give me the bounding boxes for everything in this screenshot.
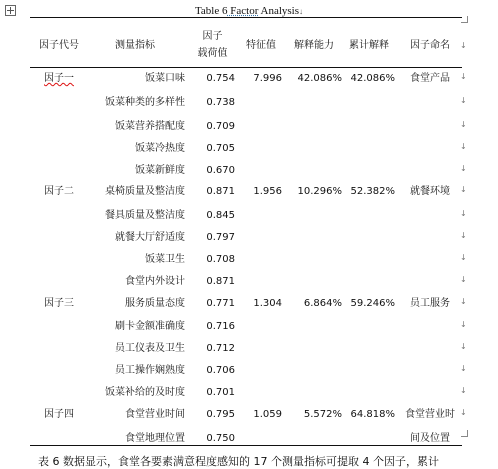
table-bottom-rule: [30, 445, 462, 446]
header-eigen: 特征值: [246, 40, 276, 51]
row-metric: 饭菜新鲜度: [135, 165, 185, 176]
row-loading: 0.871: [206, 186, 235, 197]
caption-underlined: Factor: [227, 5, 259, 17]
row-factor-name: 食堂产品: [410, 73, 450, 84]
header-metric: 测量指标: [115, 40, 155, 51]
row-eigen: 7.996: [253, 73, 282, 84]
table-caption: [0, 5, 498, 17]
row-loading: 0.706: [206, 365, 235, 376]
row-loading: 0.709: [206, 121, 235, 132]
row-factor-name: 员工服务: [410, 298, 450, 309]
row-loading: 0.871: [206, 276, 235, 287]
caption-rest: Analysis: [258, 5, 300, 17]
row-loading: 0.701: [206, 387, 235, 398]
row-metric: 饭菜卫生: [145, 254, 185, 265]
row-end-mark: ↓: [460, 275, 467, 284]
table-top-rule: [30, 17, 462, 18]
row-end-mark: ↓: [460, 120, 467, 129]
row-metric: 食堂营业时间: [125, 409, 185, 420]
body-paragraph[interactable]: 表 6 数据显示，食堂各要素满意程度感知的 17 个测量指标可提取 4 个因子，累计: [38, 455, 439, 468]
row-factor-id: 因子三: [44, 298, 74, 309]
row-metric: 饭菜种类的多样性: [105, 97, 185, 108]
header-loading-line2: 载荷值: [197, 48, 228, 59]
row-end-mark: ↓: [460, 96, 467, 105]
row-cumulative: 52.382%: [350, 186, 395, 197]
row-end-mark: ↓: [460, 342, 467, 351]
table-corner-mark: [461, 430, 468, 437]
row-end-mark: ↓: [460, 320, 467, 329]
row-loading: 0.738: [206, 97, 235, 108]
row-end-mark: ↓: [460, 253, 467, 262]
row-loading: 0.754: [206, 73, 235, 84]
row-loading: 0.750: [206, 433, 235, 444]
row-end-mark: ↓: [460, 209, 467, 218]
row-loading: 0.797: [206, 232, 235, 243]
row-factor-name: 就餐环境: [410, 186, 450, 197]
row-eigen: 1.956: [253, 186, 282, 197]
header-cumulative: 累计解释: [349, 40, 389, 51]
row-factor-id: [34, 73, 84, 85]
row-metric: 餐具质量及整洁度: [105, 210, 185, 221]
table-header-rule: [30, 67, 462, 68]
row-explain: 10.296%: [297, 186, 342, 197]
row-cumulative: 42.086%: [350, 73, 395, 84]
row-factor-name: 间及位置: [410, 433, 450, 444]
row-end-mark: ↓: [460, 231, 467, 240]
header-explain: 解释能力: [294, 40, 334, 51]
row-factor-name: 食堂营业时: [405, 409, 455, 420]
caption-paragraph-mark: ↓: [299, 7, 304, 16]
row-end-mark: ↓: [460, 185, 467, 194]
row-factor-id: 因子四: [44, 409, 74, 420]
table-corner-mark: [461, 16, 468, 23]
row-end-mark: ↓: [460, 164, 467, 173]
row-end-mark: ↓: [460, 142, 467, 151]
row-metric: 就餐大厅舒适度: [115, 232, 185, 243]
factor-id-text: 因子一: [44, 73, 74, 84]
row-metric: 服务质量态度: [125, 298, 185, 309]
row-factor-id: 因子二: [44, 186, 74, 197]
row-metric: 饭菜补给的及时度: [105, 387, 185, 398]
row-metric: 员工仪表及卫生: [115, 343, 185, 354]
row-cumulative: 64.818%: [350, 409, 395, 420]
row-loading: 0.771: [206, 298, 235, 309]
header-name: 因子命名: [410, 40, 450, 51]
row-cumulative: 59.246%: [350, 298, 395, 309]
row-end-mark: ↓: [460, 72, 467, 81]
row-loading: 0.705: [206, 143, 235, 154]
row-end-mark: ↓: [460, 386, 467, 395]
row-eigen: 1.059: [253, 409, 282, 420]
row-end-mark: ↓: [460, 408, 467, 417]
row-metric: 桌椅质量及整洁度: [105, 186, 185, 197]
row-metric: 饭菜营养搭配度: [115, 121, 185, 132]
row-eigen: 1.304: [253, 298, 282, 309]
row-explain: 6.864%: [303, 298, 342, 309]
row-metric: 饭菜口味: [145, 73, 185, 84]
row-loading: 0.845: [206, 210, 235, 221]
row-metric: 员工操作娴熟度: [115, 365, 185, 376]
row-loading: 0.670: [206, 165, 235, 176]
row-loading: 0.716: [206, 321, 235, 332]
header-row-end-mark: ↓: [460, 41, 467, 50]
row-loading: 0.712: [206, 343, 235, 354]
row-metric: 食堂地理位置: [125, 433, 185, 444]
header-factor-id: 因子代号: [39, 40, 79, 51]
header-loading-line1: 因子: [202, 31, 223, 42]
row-end-mark: ↓: [460, 364, 467, 373]
row-metric: 饭菜冷热度: [135, 143, 185, 154]
row-explain: 5.572%: [303, 409, 342, 420]
row-metric: 食堂内外设计: [125, 276, 185, 287]
caption-prefix: Table 6: [194, 5, 228, 17]
row-explain: 42.086%: [297, 73, 342, 84]
row-loading: 0.708: [206, 254, 235, 265]
row-loading: 0.795: [206, 409, 235, 420]
row-metric: 刷卡金额准确度: [115, 321, 185, 332]
row-end-mark: ↓: [460, 297, 467, 306]
